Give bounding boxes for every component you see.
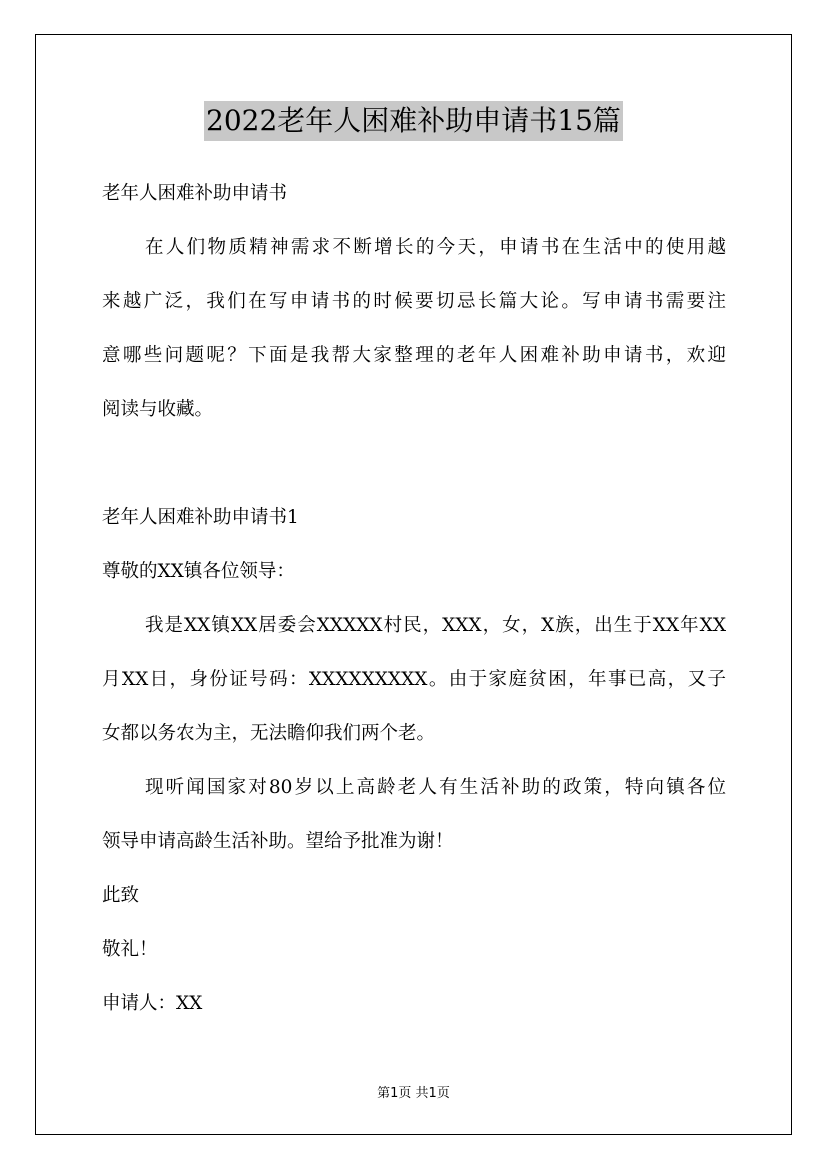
paragraph-1-line-2: 月XX日，身份证号码：XXXXXXXXX。由于家庭贫困，年事已高，又子 xyxy=(102,669,726,690)
paragraph-1-line-1: 我是XX镇XX居委会XXXXX村民，XXX，女，X族，出生于XX年XX xyxy=(145,615,726,636)
intro-line-4: 阅读与收藏。 xyxy=(102,399,214,420)
closing-ci-zhi: 此致 xyxy=(102,885,140,906)
paragraph-2-line-1: 现听闻国家对80岁以上高龄老人有生活补助的政策，特向镇各位 xyxy=(145,777,726,798)
section-heading: 老年人困难补助申请书 xyxy=(102,183,288,204)
paragraph-1-line-3: 女都以务农为主，无法瞻仰我们两个老。 xyxy=(102,723,436,744)
letter-heading: 老年人困难补助申请书1 xyxy=(102,507,299,528)
title-container xyxy=(0,101,827,141)
applicant-signature: 申请人：XX xyxy=(102,993,203,1014)
closing-jing-li: 敬礼！ xyxy=(102,939,158,960)
document-title: 2022老年人困难补助申请书15篇 xyxy=(204,101,623,141)
intro-line-2: 来越广泛，我们在写申请书的时候要切忌长篇大论。写申请书需要注 xyxy=(102,291,726,312)
intro-line-1: 在人们物质精神需求不断增长的今天，申请书在生活中的使用越 xyxy=(145,237,726,258)
page-footer: 第1页 共1页 xyxy=(377,1086,450,1101)
intro-line-3: 意哪些问题呢？下面是我帮大家整理的老年人困难补助申请书，欢迎 xyxy=(102,345,726,366)
paragraph-2-line-2: 领导申请高龄生活补助。望给予批准为谢！ xyxy=(102,831,454,852)
letter-salutation: 尊敬的XX镇各位领导： xyxy=(102,561,295,582)
